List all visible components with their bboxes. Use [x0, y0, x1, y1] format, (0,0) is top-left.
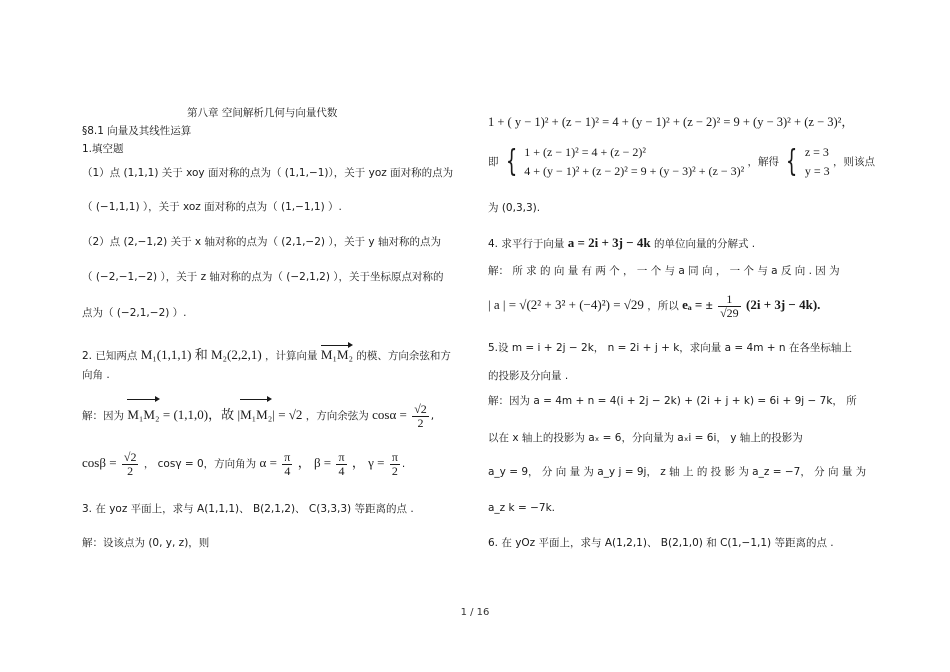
left-brace-1: {	[505, 144, 518, 179]
s2-norm-close: |	[272, 407, 275, 422]
frac-den: 4	[338, 463, 345, 478]
problem-2-line2: 向角 .	[82, 369, 110, 381]
chapter-title: 第八章 空间解析几何与向量代数	[187, 107, 338, 119]
s2-alpha-frac	[282, 451, 292, 478]
section-title: §8.1 向量及其线性运算	[82, 125, 192, 137]
solution-5-line4: a_z k = −7k.	[488, 502, 555, 514]
system-1-row1: 1 + (z − 1)² = 4 + (z − 2)²	[524, 145, 646, 159]
frac-den: √29	[720, 305, 739, 320]
s4-unit-vector: eₐ = ±	[682, 297, 713, 312]
p2-text-c: ，计算向量	[265, 350, 318, 362]
q1-line1: （1）点 (1,1,1) 关于 xoy 面对称的点为（ (1,1,−1)），关于 yoz 面对称的点为	[82, 167, 454, 179]
p2-vector: M₁M₂	[321, 344, 353, 362]
p2-text-d: 的模、方向余弦和方	[356, 350, 451, 362]
s2-norm-vector: M₁M₂	[240, 398, 272, 428]
system-1	[524, 143, 744, 181]
system-2-row2: y = 3	[804, 164, 830, 178]
s4-tail: (2i + 3j − 4k).	[746, 297, 821, 312]
q1-line2: （ (−1,1,1) ），关于 xoz 面对称的点为（ (1,−1,1) ）.	[82, 201, 342, 213]
s2-vector: M₁M₂	[127, 398, 159, 428]
problem-2-line1	[82, 344, 451, 363]
s2-cos-alpha-frac	[412, 403, 429, 430]
page-number: 1 / 16	[460, 607, 490, 618]
s2-cos-alpha: cosα =	[372, 407, 407, 422]
frac-den: 2	[391, 463, 398, 478]
frac-num: π	[338, 449, 345, 464]
frac-num: π	[391, 449, 398, 464]
equation-1: 1 + ( y − 1)² + (z − 1)² = 4 + (y − 1)² + (z − 2)² = 9 + (y − 3)² + (z − 3)²，	[488, 115, 854, 129]
solution-3: 解：设该点为 (0, y, z)，则	[82, 537, 210, 549]
problem-4	[488, 236, 755, 251]
system-1-row2: 4 + (y − 1)² + (z − 2)² = 9 + (y − 3)² + (z − 3)²	[524, 164, 745, 178]
ji-text: 即	[488, 156, 499, 168]
s4-so: ，所以	[647, 300, 679, 312]
s2-gamma-frac	[390, 451, 400, 478]
s2-alpha: α =	[259, 455, 277, 470]
solution-2-line1: 解：因为 M₁M₂ = (1,1,0)，故 |M₁M₂| = √2 ，方向余弦为 cosα = $\frac{√2}{2}$ ,	[82, 398, 434, 430]
left-brace-2: {	[786, 144, 798, 179]
then-text: ，则该点	[832, 156, 875, 168]
problem-3: 3. 在 yoz 平面上，求与 A(1,1,1)、 B(2,1,2)、 C(3,3,3) 等距离的点 .	[82, 503, 414, 515]
problem-6: 6. 在 yOz 平面上，求与 A(1,2,1)、 B(2,1,0) 和 C(1,−1,1) 等距离的点 .	[488, 537, 834, 549]
problem-5-line1: 5.设 m = i + 2j − 2k， n = 2i + j + k，求向量 a = 4m + n 在各坐标轴上	[488, 342, 852, 354]
s2-text-d: ，方向余弦为	[305, 410, 369, 422]
solution-5-line2: 以在 x 轴上的投影为 aₓ = 6，分向量为 aₓi = 6i， y 轴上的投影为	[488, 432, 803, 444]
solution-2-line2: cosβ = $\frac{√2}{2}$ ， cosγ = 0，方向角为 α = $\frac{\pi}{4}$ ， β = $\frac{\pi}{4}$ ， γ = $\frac{\pi}{2}$ .	[82, 449, 406, 478]
q2-line3: 点为（ (−2,1,−2) ）.	[82, 307, 187, 319]
p2-points: M₁(1,1,1) 和 M₂(2,2,1)	[140, 347, 262, 362]
q2-line2: （ (−2,−1,−2) ），关于 z 轴对称的点为（ (−2,1,2) ），关于坐标原点对称的	[82, 271, 444, 283]
frac-den: 2	[417, 415, 424, 430]
solution-5-line1: 解：因为 a = 4m + n = 4(i + 2j − 2k) + (2i + j + k) = 6i + 9j − 7k， 所	[488, 395, 857, 407]
p4-vector: a = 2i + 3j − 4k	[567, 235, 651, 250]
s2-beta: ， β =	[297, 455, 332, 470]
s4-norm: | a | = √(2² + 3² + (−4)²) = √29	[488, 297, 644, 312]
solution-4-line2	[488, 291, 820, 320]
s2-norm-value: = √2	[278, 407, 303, 422]
system-line	[488, 143, 875, 181]
solution-4-line1: 解： 所 求 的 向 量 有 两 个 ， 一 个 与 a 同 向 ， 一 个 与 a 反 向 . 因 为	[488, 265, 840, 277]
frac-num: √2	[414, 401, 427, 416]
frac-den: 2	[127, 463, 134, 478]
frac-den: 4	[284, 463, 291, 478]
problem-5-line2: 的投影及分向量 .	[488, 370, 569, 382]
q2-line1: （2）点 (2,−1,2) 关于 x 轴对称的点为（ (2,1,−2) ），关于 y 轴对称的点为	[82, 236, 441, 248]
system-2	[805, 143, 830, 181]
point-result: 为 (0,3,3).	[488, 202, 541, 214]
fill-blank-heading: 1.填空题	[82, 143, 124, 155]
s2-cos-beta-frac	[122, 451, 139, 478]
s2-cos-gamma: ， cosγ = 0，方向角为	[143, 458, 257, 470]
p4-text-b: 的单位向量的分解式 .	[653, 238, 756, 250]
s2-gamma: ， γ =	[351, 455, 385, 470]
s2-text-a: 解：因为	[82, 410, 124, 422]
jiede-text: ，解得	[747, 156, 780, 168]
system-2-row1: z = 3	[804, 145, 829, 159]
solution-5-line3: a_y = 9， 分 向 量 为 a_y j = 9j， z 轴 上 的 投 影 为 a_z = −7， 分 向 量 为	[488, 466, 867, 478]
s2-beta-frac	[336, 451, 346, 478]
frac-num: 1	[718, 293, 741, 307]
s4-frac	[718, 293, 741, 320]
p2-text-a: 2. 已知两点	[82, 350, 138, 362]
s2-norm-open: |	[237, 407, 241, 422]
s2-cos-beta: cosβ =	[82, 455, 117, 470]
frac-num: π	[284, 449, 291, 464]
s2-vector-value: = (1,1,0)，故	[162, 407, 235, 422]
frac-num: √2	[123, 449, 137, 464]
p4-text-a: 4. 求平行于向量	[488, 238, 565, 250]
